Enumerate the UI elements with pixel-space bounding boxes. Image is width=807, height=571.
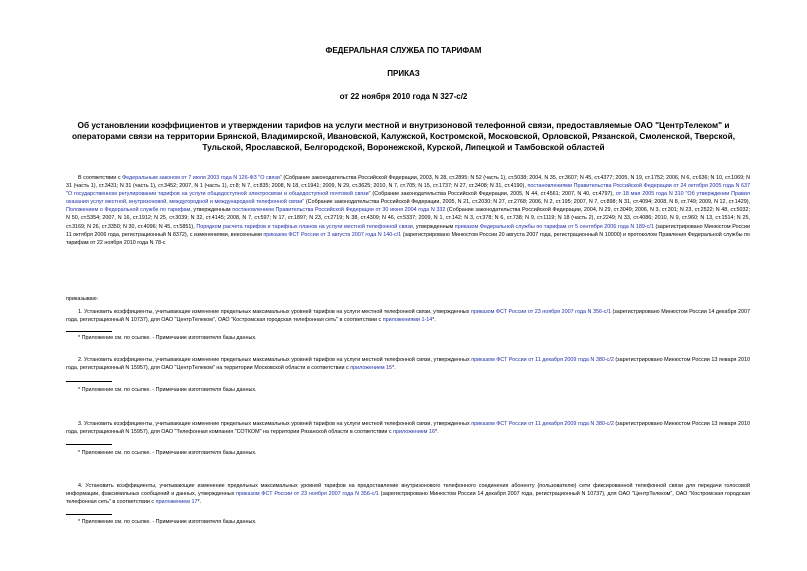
link-government-decree-310[interactable]: от 18 мая 2005 года N 310 "Об утверждении Правил оказания услуг местной, внутризоновой, междугородной и международной телефонной связи" bbox=[66, 191, 750, 206]
link-fst-order-356[interactable]: приказом ФСТ России от 23 ноября 2007 года N 356-с/1 bbox=[470, 309, 611, 315]
preamble-text: (Собрание законодательства Российской Федерации, 2005, N 44, ст.4561; 2007, N 40, ст.4797), bbox=[370, 191, 616, 198]
footnote-divider bbox=[66, 381, 112, 382]
preamble-text: (Собрание законодательства Российской Федерации, 2004, N 29, ст.3049; 2006, N 3, ст.301; N 23, ст.2522; N 48, ст.5032; N 50, ст.5354; 2007, N 16, ст.1912; N 25, ст.3039; N 32, ст.4145; 2008, N 7, ст.597; N 17, ст.1897; N 23, ст.2719; N 38, ст.4309; N 46, ст.5337; 2009, N 1, ст.142; N 3, ст.378; N 6, ст.738; N 9, ст.1119; N 18 (часть 2), ст.2249; N 33, ст.4086; 2010, N 9, ст.960; N 13, ст.1514; N 25, ст.3169; N 26, ст.3350; N 30, ст.4096; N 45, ст.5851), bbox=[66, 207, 750, 230]
preamble-text: (зарегистрировано Минюстом России 11 октября 2006 года, регистрационный N 8372), с изменениями, внесенными bbox=[66, 223, 750, 238]
item-text: 3. Установить коэффициенты, учитывающие изменение предельных максимальных уровней тарифов на услуги местной телефонной связи, утвержденных bbox=[78, 421, 472, 427]
link-fst-order-380[interactable]: приказом ФСТ России от 11 декабря 2009 года N 380-с/2 bbox=[471, 421, 614, 427]
order-item-2 bbox=[66, 356, 750, 372]
preamble-paragraph bbox=[66, 174, 750, 247]
link-appendix-17[interactable]: приложением 17 bbox=[155, 499, 198, 506]
item-text: *. bbox=[435, 429, 439, 436]
item-text: *. bbox=[197, 499, 202, 506]
orders-label: приказываю: bbox=[66, 296, 99, 302]
preamble-text: (зарегистрировано Минюстом России 20 августа 2007 года, регистрационный N 10000) и протоколом Правления Федеральной службы по тарифам от 22 ноября 2010 года N 78-с bbox=[66, 231, 750, 246]
item-text: *. bbox=[432, 317, 436, 324]
item-text: (зарегистрировано Минюстом России 14 декабря 2007 года, регистрационный N 10737), для ОАО "ЦентрТелеком", ОАО "Костромская городская телефонная сеть" в соответствии с bbox=[66, 491, 750, 506]
order-item-4 bbox=[66, 482, 750, 506]
document-date: от 22 ноября 2010 года N 327-с/2 bbox=[339, 92, 468, 101]
item-text: (зарегистрировано Минюстом России 13 января 2010 года, регистрационный N 15957), для ОАО "Телефонная компания "СОТКОМ" на территории Рязанской области в соответствии с bbox=[66, 421, 750, 436]
preamble-text: (Собрание законодательства Российской Федерации, 2005, N 21, ст.2030; N 27, ст.2768; 2006, N 2, ст.195; 2007, N 7, ст.898; N 31, ст.4094; 2008, N 8, ст.749; 2009, N 12, ст.1429), bbox=[304, 199, 750, 206]
footnote: * Приложение см. по ссылке. - Примечание изготовителя базы данных. bbox=[78, 519, 257, 525]
footnote-divider bbox=[66, 331, 112, 332]
footnote: * Приложение см. по ссылке. - Примечание изготовителя базы данных. bbox=[78, 387, 257, 393]
link-appendices-1-14[interactable]: приложениями 1-14 bbox=[382, 317, 433, 324]
document-title: Об установлении коэффициентов и утверждении тарифов на услуги местной и внутризоновой телефонной связи, предоставляемые ОАО "ЦентрТелеком" и операторами связи на территории Брянской, Владимирской, Ивановской, Калужской, Костромской, Московской, Орловской, Рязанской, Смоленской, Тверской, Тульской, Ярославской, Белгородской, Воронежской, Курской, Липецкой и Тамбовской областей bbox=[71, 120, 736, 152]
preamble-text: (Собрание законодательства Российской Федерации, 2003, N 28, ст.2895; N 52 (часть 1), ст.5038; 2004, N 35, ст.3607; N 45, ст.4377; 2005, N 19, ст.1752; 2006, N 6, ст.636; N 10, ст.1069; N 31 (часть 1), ст.3431; N 31 (часть 1), ст.3452; 2007, N 1 (часть 1), ст.8; N 7, ст.835; 2008, N 18, ст.1941; 2009, N 29, ст.3625; 2010, N 7, ст.705; N 15, ст.1737; N 27, ст.3408; N 31, ст.4190), bbox=[66, 175, 750, 190]
link-fst-order-380[interactable]: приказом ФСТ России от 11 декабря 2009 года N 380-с/2 bbox=[471, 357, 614, 363]
footnote-divider bbox=[66, 514, 112, 515]
preamble-text: В соответствии с bbox=[78, 175, 123, 181]
item-text: (зарегистрировано Минюстом России 14 декабря 2007 года, регистрационный N 10737), для ОАО "ЦентрТелеком", ОАО "Костромская городская телефонная сеть" в соответствии с bbox=[66, 309, 750, 324]
document-type: ПРИКАЗ bbox=[387, 69, 420, 78]
item-text: (зарегистрировано Минюстом России 13 января 2010 года, регистрационный N 15957), для ОАО "ЦентрТелеком" на территории Московской области в соответствии с bbox=[66, 357, 750, 372]
link-fst-order-189[interactable]: приказом Федеральной службы по тарифам от 5 сентября 2006 года N 189-с/1 bbox=[454, 223, 654, 230]
preamble-text: , утвержденным bbox=[190, 207, 233, 214]
link-appendix-16[interactable]: приложением 16 bbox=[393, 429, 435, 436]
link-federal-law-126[interactable]: Федеральным законом от 7 июля 2003 года N 126-ФЗ "О связи" bbox=[122, 175, 282, 181]
link-tariff-calculation-procedure[interactable]: Порядком расчета тарифов и тарифных планов на услуги местной телефонной связи bbox=[196, 223, 413, 230]
agency-name: ФЕДЕРАЛЬНАЯ СЛУЖБА ПО ТАРИФАМ bbox=[325, 46, 482, 55]
footnote: * Приложение см. по ссылке. - Примечание изготовителя базы данных. bbox=[78, 450, 257, 456]
link-fst-order-140[interactable]: приказом ФСТ России от 3 августа 2007 года N 140-с/1 bbox=[263, 231, 402, 238]
link-government-decree-332[interactable]: постановлением Правительства Российской Федерации от 30 июня 2004 года N 332 bbox=[232, 207, 446, 214]
link-fst-order-356[interactable]: приказом ФСТ России от 23 ноября 2007 года N 356-с/1 bbox=[236, 491, 379, 498]
item-text: 4. Установить коэффициенты, учитывающие изменение предельных максимальных уровней тарифов на предоставление внутризонового телефонного соединения абоненту (пользователю) сети фиксированной телефонной связи для передачи голосовой информации, факсимильных сообщений и данных, утвержденных bbox=[66, 483, 750, 498]
order-item-3 bbox=[66, 420, 750, 436]
link-government-decree-637[interactable]: постановлениями Правительства Российской Федерации от 24 октября 2005 года N 637 "О государственном регулировании тарифов на услуги общедоступной электросвязи и общедоступной почтовой связи" bbox=[66, 183, 750, 198]
preamble-text: , утвержденным bbox=[412, 223, 455, 230]
order-item-1 bbox=[66, 308, 750, 324]
footnote-divider bbox=[66, 444, 112, 445]
link-fst-regulation[interactable]: Положением о Федеральной службе по тарифам bbox=[66, 207, 191, 214]
item-text: 2. Установить коэффициенты, учитывающие изменение предельных максимальных уровней тарифов на услуги местной телефонной связи, утвержденных bbox=[78, 357, 472, 363]
footnote: * Приложение см. по ссылке. - Примечание изготовителя базы данных. bbox=[78, 335, 257, 341]
item-text: *. bbox=[392, 365, 396, 372]
link-appendix-15[interactable]: приложением 15 bbox=[350, 365, 393, 372]
item-text: 1. Установить коэффициенты, учитывающие изменение предельных максимальных уровней тарифов на услуги местной телефонной связи, утвержденных bbox=[78, 309, 471, 315]
